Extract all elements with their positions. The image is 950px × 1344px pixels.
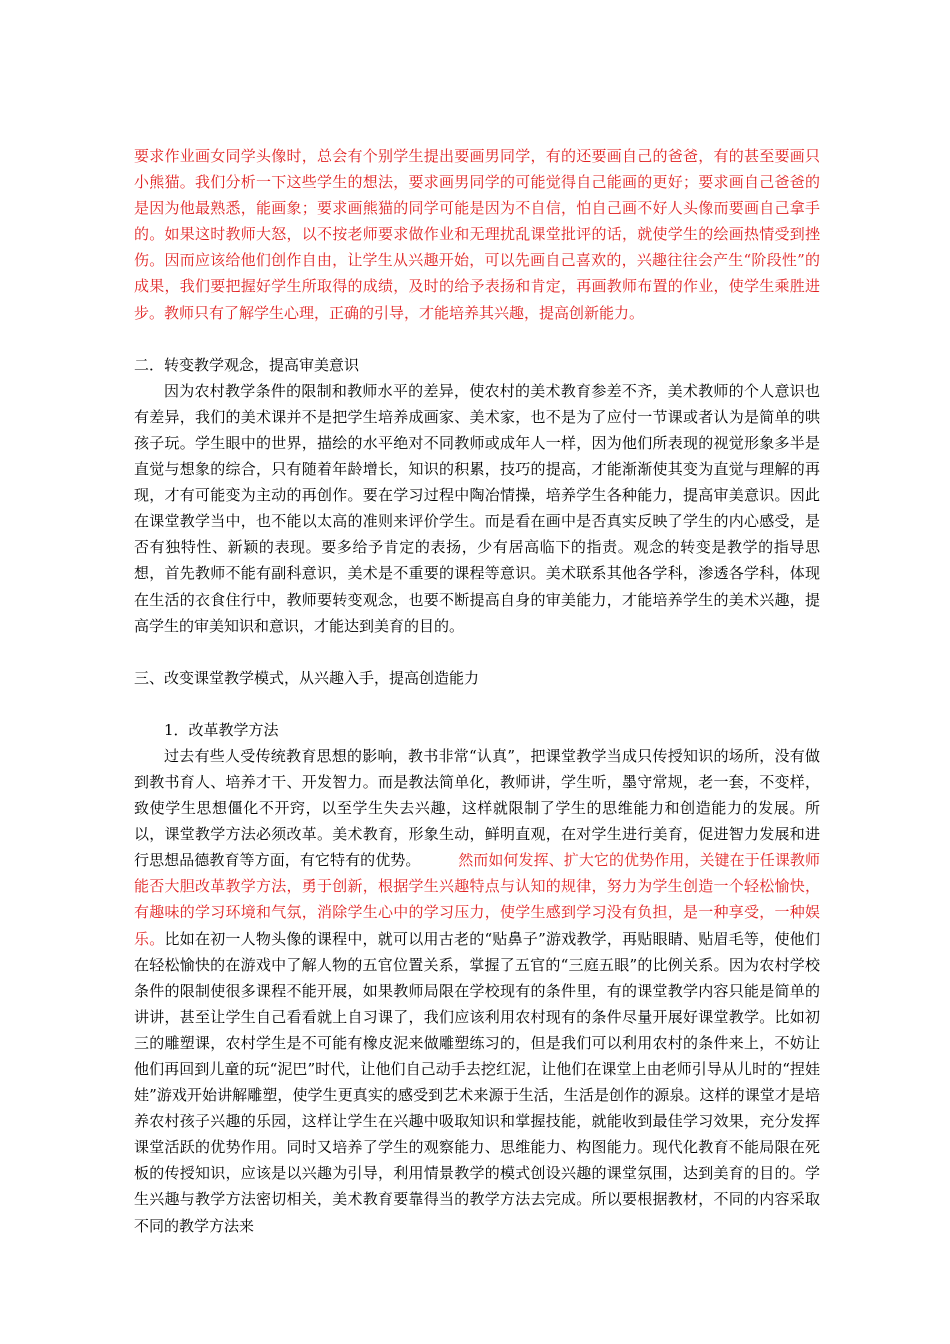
- paragraph-aesthetic: 因为农村教学条件的限制和教师水平的差异，使农村的美术教育参差不齐，美术教师的个人意识也有差异，我们的美术课并不是把学生培养成画家、美术家，也不是为了应付一节课或者认为是简单的哄孩子玩。学生眼中的世界，描绘的水平绝对不同教师或成年人一样，因为他们所表现的视觉形象多半是直觉与想象的综合，只有随着年龄增长，知识的积累，技巧的提高，才能渐渐使其变为直觉与理解的再现，才有可能变为主动的再创作。要在学习过程中陶冶情操，培养学生各种能力，提高审美意识。因此在课堂教学当中，也不能以太高的准则来评价学生。而是看在画中是否真实反映了学生的内心感受，是否有独特性、新颖的表现。要多给予肯定的表扬，少有居高临下的指责。观念的转变是教学的指导思想，首先教师不能有副科意识，美术是不重要的课程等意识。美术联系其他各学科，渗透各学科，体现在生活的衣食住行中，教师要转变观念，也要不断提高自身的审美能力，才能培养学生的美术兴趣，提高学生的审美知识和意识，才能达到美育的目的。: [134, 381, 820, 635]
- paragraph-text-red: 然而如何发挥、扩大它的优势作用，关键在于任课教师能否大胆改革教学方法，勇于创新，根据学生兴趣特点与认知的规律，努力为学生创造一个轻松愉快，有趣味的学习环境和气氛，消除学生心中的学习压力，使学生感到学习没有负担，是一种享受，一种娱乐。: [134, 851, 820, 948]
- paragraph-text-black: 过去有些人受传统教育思想的影响，教书非常“认真”，把课堂教学当成只传授知识的场所，没有做到教书育人、培养才干、开发智力。而是教法简单化，教师讲，学生听，墨守常规，老一套，不变样，致使学生思想僵化不开窍，以至学生失去兴趣，这样就限制了学生的思维能力和创造能力的发展。所以，课堂教学方法必须改革。美术教育，形象生动，鲜明直观，在对学生进行美育，促进智力发展和进行思想品德教育等方面，有它特有的优势。: [134, 746, 820, 870]
- document-page: [134, 143, 820, 1239]
- spacer: [134, 326, 820, 352]
- subheading-teaching-method: 1．改革教学方法: [164, 720, 279, 739]
- heading-section-3: 三、改变课堂教学模式，从兴趣入手，提高创造能力: [134, 668, 480, 687]
- paragraph-teaching-method: [134, 743, 820, 1239]
- spacer: [134, 691, 820, 717]
- paragraph-text-black: 比如在初一人物头像的课程中，就可以用古老的“贴鼻子”游戏教学，再贴眼睛、贴眉毛等，使他们在轻松愉快的在游戏中了解人物的五官位置关系，掌握了五官的“三庭五眼”的比例关系。因为农村学校条件的限制使很多课程不能开展，如果教师局限在学校现有的条件里，有的课堂教学内容只能是简单的讲讲，甚至让学生自己看看就上自习课了，我们应该利用农村现有的条件尽量开展好课堂教学。比如初三的雕塑课，农村学生是不可能有橡皮泥来做雕塑练习的，但是我们可以利用农村的条件来上，不妨让他们再回到儿童的玩“泥巴”时代，让他们自己动手去挖红泥，让他们在课堂上由老师引导从儿时的“捏娃娃”游戏开始讲解雕塑，使学生更真实的感受到艺术来源于生活，生活是创作的源泉。这样的课堂才是培养农村孩子兴趣的乐园，这样让学生在兴趣中吸取知识和掌握技能，就能收到最佳学习效果，充分发挥课堂活跃的优势作用。同时又培养了学生的观察能力、思维能力、构图能力。现代化教育不能局限在死板的传授知识，应该是以兴趣为引导，利用情景教学的模式创设兴趣的课堂氛围，达到美育的目的。学生兴趣与教学方法密切相关，美术教育要靠得当的教学方法去完成。所以要根据教材，不同的内容采取不同的教学方法来: [134, 929, 820, 1235]
- heading-section-2: 二．转变教学观念，提高审美意识: [134, 355, 360, 374]
- paragraph-interest-red: 要求作业画女同学头像时，总会有个别学生提出要画男同学，有的还要画自己的爸爸，有的甚至要画只小熊猫。我们分析一下这些学生的想法，要求画男同学的可能觉得自己能画的更好；要求画自己爸爸的是因为他最熟悉，能画象；要求画熊猫的同学可能是因为不自信，怕自己画不好人头像而要画自己拿手的。如果这时教师大怒，以不按老师要求做作业和无理扰乱课堂批评的话，就使学生的绘画热情受到挫伤。因而应该给他们创作自由，让学生从兴趣开始，可以先画自己喜欢的，兴趣往往会产生“阶段性”的成果，我们要把握好学生所取得的成绩，及时的给予表扬和肯定，再画教师布置的作业，使学生乘胜进步。教师只有了解学生心理，正确的引导，才能培养其兴趣，提高创新能力。: [134, 147, 820, 322]
- spacer: [134, 639, 820, 665]
